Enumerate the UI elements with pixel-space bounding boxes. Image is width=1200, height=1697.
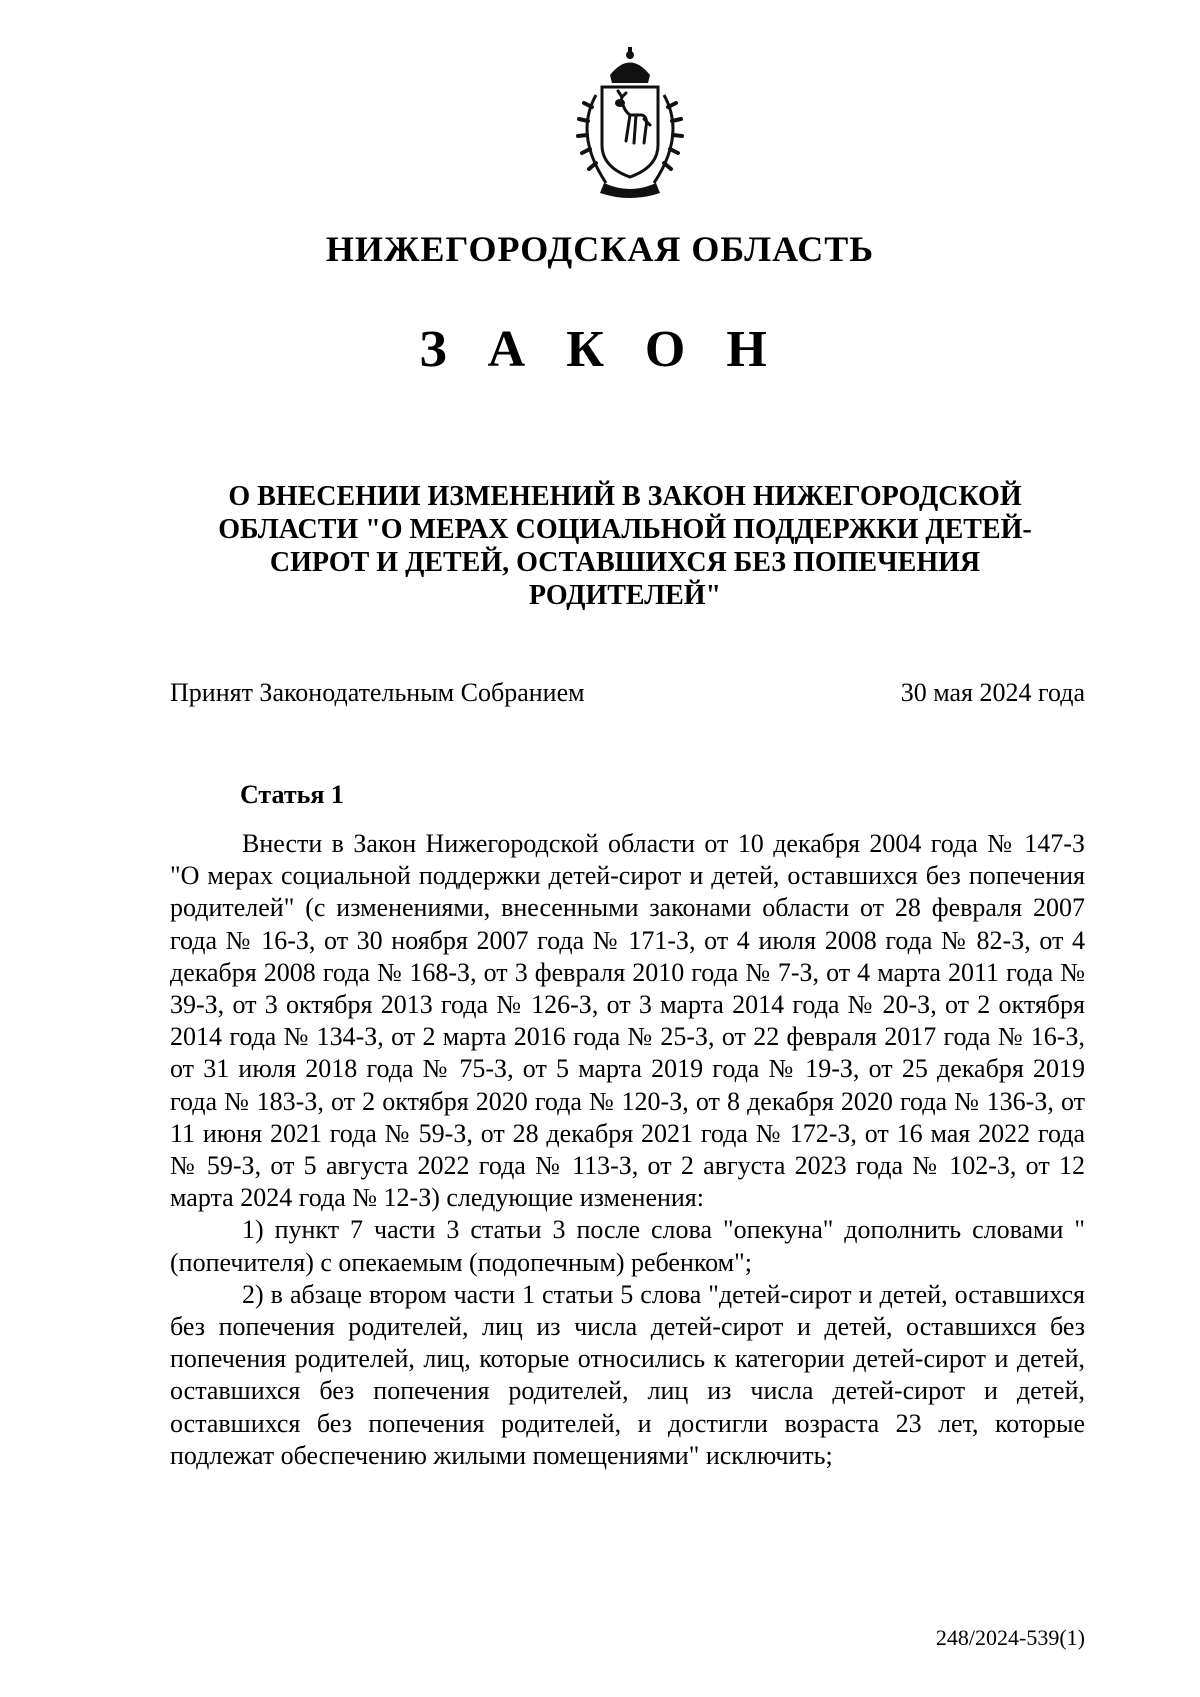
article-body [170,828,1085,1472]
law-title-line: О ВНЕСЕНИИ ИЗМЕНЕНИЙ В ЗАКОН НИЖЕГОРОДСКОЙ [228,481,1022,512]
law-title-line: СИРОТ И ДЕТЕЙ, ОСТАВШИХСЯ БЕЗ ПОПЕЧЕНИЯ [269,547,981,578]
adoption-label: Принят Законодательным Собранием [170,678,585,707]
law-title-line: ОБЛАСТИ "О МЕРАХ СОЦИАЛЬНОЙ ПОДДЕРЖКИ ДЕТЕЙ- [218,514,1032,545]
law-title [200,480,1050,612]
law-title-line: РОДИТЕЛЕЙ" [528,580,722,611]
region-name: НИЖЕГОРОДСКАЯ ОБЛАСТЬ [325,229,875,269]
article-paragraph: 1) пункт 7 части 3 статьи 3 после слова "опекуна" дополнить словами "(попечителя) с опекаемым (подопечным) ребенком"; [170,1215,1085,1277]
document-registration-code: 248/2024-539(1) [935,1625,1085,1650]
adoption-line [170,678,1085,708]
adoption-date: 30 мая 2024 года [900,678,1085,707]
article-paragraph: Внести в Закон Нижегородской области от 10 декабря 2004 года № 147-З "О мерах социальной поддержки детей-сирот и детей, оставшихся без попечения родителей" (с изменениями, внесенными законами области от 28 февраля 2007 года № 16-З, от 30 ноября 2007 года № 171-З, от 4 июля 2008 года № 82-З, от 4 декабря 2008 года № 168-З, от 3 февраля 2010 года № 7-З, от 4 марта 2011 года № 39-З, от 3 октября 2013 года № 126-З, от 3 марта 2014 года № 20-З, от 2 октября 2014 года № 134-З, от 2 марта 2016 года № 25-З, от 22 февраля 2017 года № 16-З, от 31 июля 2018 года № 75-З, от 5 марта 2019 года № 19-З, от 25 декабря 2019 года № 183-З, от 2 октября 2020 года № 120-З, от 8 декабря 2020 года № 136-З, от 11 июня 2021 года № 59-З, от 28 декабря 2021 года № 172-З, от 16 мая 2022 года № 59-З, от 5 августа 2022 года № 113-З, от 2 августа 2023 года № 102-З, от 12 марта 2024 года № 12-З) следующие изменения: [170,829,1085,1213]
document-type: З А К О Н [419,321,781,378]
coat-of-arms-emblem [560,45,700,205]
article-paragraph: 2) в абзаце втором части 1 статьи 5 слова "детей-сирот и детей, оставшихся без попечения родителей, лиц из числа детей-сирот и детей, оставшихся без попечения родителей, лиц, которые относились к категории детей-сирот и детей, оставшихся без попечения родителей, лиц из числа детей-сирот и детей, оставшихся без попечения родителей, и достигли возраста 23 лет, которые подлежат обеспечению жилыми помещениями" исключить; [170,1279,1085,1470]
article-heading: Статья 1 [240,780,344,809]
